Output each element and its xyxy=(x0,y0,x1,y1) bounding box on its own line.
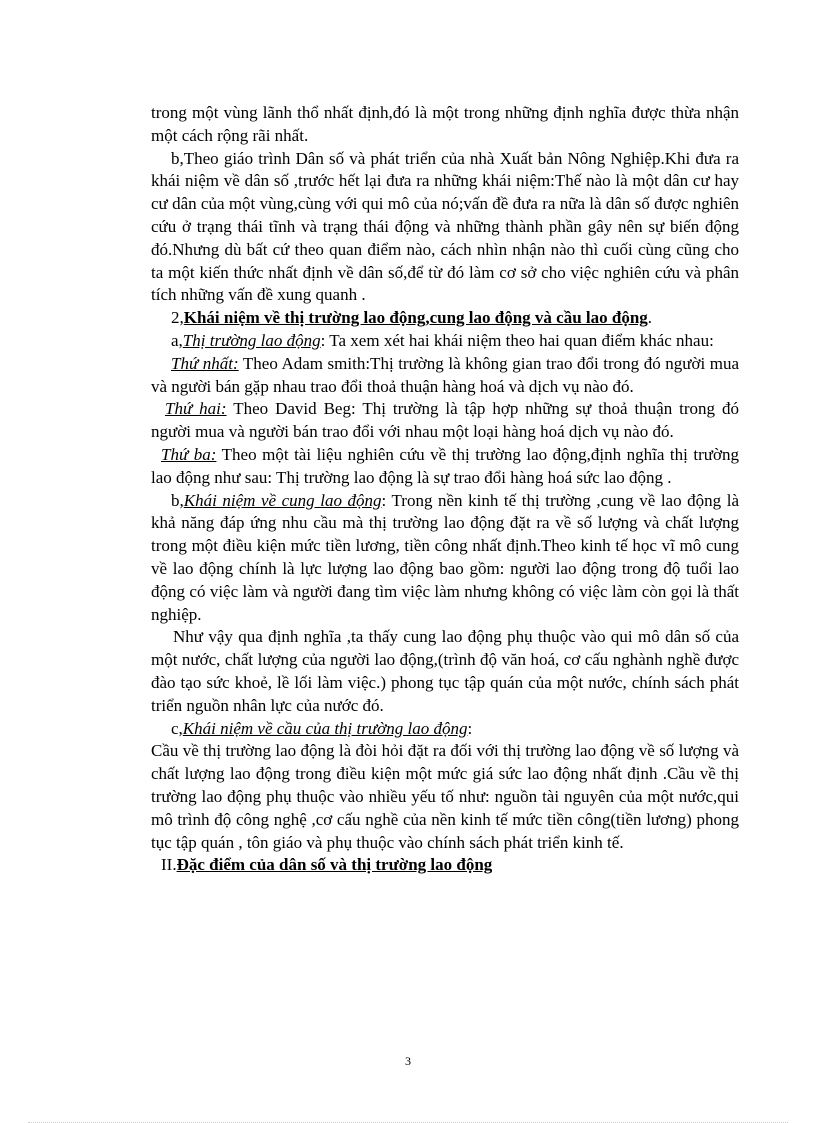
paragraph-continuation: trong một vùng lãnh thổ nhất định,đó là một trong những định nghĩa được thừa nhận một cách rộng rãi nhất. xyxy=(151,103,739,145)
section-ii-prefix: II. xyxy=(161,855,177,875)
heading-2-text: Khái niệm về thị trường lao động,cung lao động và cầu lao động xyxy=(183,308,648,328)
paragraph-labor-demand: Cầu về thị trường lao động là đòi hỏi đặt ra đối với thị trường lao động về số lượng và chất lượng lao động trong điều kiện một mức giá sức lao động nhất định .Cầu về thị trường lao động phụ thuộc vào nhiều yếu tố như: nguồn tài nguyên của một nước,qui mô trình độ công nghệ ,cơ cấu nghề của nền kinh tế mức tiền công(tiền lương) phong tục tập quán , tôn giáo và phụ thuộc vào chính sách phát triển kinh tế. xyxy=(151,741,739,852)
paragraph-b-labor-supply xyxy=(151,490,739,627)
heading-2-prefix: 2, xyxy=(171,308,184,328)
third-text: Theo một tài liệu nghiên cứu về thị trường lao động,định nghĩa thị trường lao động như sau: Thị trường lao động là sự trao đổi hàng hoá sức lao động . xyxy=(151,444,739,487)
paragraph-a-labor-market xyxy=(151,330,739,353)
a-text: : Ta xem xét hai khái niệm theo hai quan điểm khác nhau: xyxy=(320,330,714,350)
heading-2-suffix: . xyxy=(647,308,653,328)
first-text: Theo Adam smith:Thị trường là không gian trao đổi trong đó người mua và người bán gặp nhau trao đổi thoả thuận hàng hoá và dịch vụ nào đó. xyxy=(151,353,739,396)
paragraph-b-population: b,Theo giáo trình Dân số và phát triển của nhà Xuất bản Nông Nghiệp.Khi đưa ra khái niệm về dân số ,trước hết lại đưa ra những khái niệm:Thế nào là một dân cư hay cư dân của một vùng,cùng với qui mô của nó;vấn đề đưa ra nữa là dân số được nghiên cứu ở trạng thái tĩnh và trạng thái động và những thành phần gây nên sự biến động đó.Nhưng dù bất cứ theo quan điểm nào, cách nhìn nhận nào thì cuối cùng cũng cho ta một kiến thức nhất định về dân số,để từ đó làm cơ sở cho việc nghiên cứu và phân tích những vấn đề xung quanh . xyxy=(151,148,739,305)
b-term: Khái niệm về cung lao động xyxy=(183,490,382,510)
c-term: Khái niệm về cầu của thị trường lao động xyxy=(182,718,468,738)
third-term: Thứ ba: xyxy=(161,444,217,464)
paragraph-c-heading xyxy=(151,718,739,741)
b-text: : Trong nền kinh tế thị trường ,cung về lao động là khả năng đáp ứng nhu cầu mà thị trường lao động đặt ra về số lượng và chất lượng trong một điều kiện mức tiền lương, tiền công nhất định.Theo kinh tế học vĩ mô cung về lao động chính là lực lượng lao động bao gồm: người lao động trong độ tuổi lao động có việc làm và người đang tìm việc làm nhưng không có việc làm còn gọi là thất nghiệp. xyxy=(151,490,739,624)
paragraph-second-view xyxy=(151,398,739,444)
heading-section-2 xyxy=(151,307,739,330)
a-term: Thị trường lao động xyxy=(182,330,321,350)
paragraph-third-view xyxy=(151,444,739,490)
page-number: 3 xyxy=(405,1054,411,1068)
paragraph-supply-factors: Như vậy qua định nghĩa ,ta thấy cung lao động phụ thuộc vào qui mô dân số của một nước, chất lượng của người lao động,(trình độ văn hoá, cơ cấu nghành nghề được đào tạo sức khoẻ, lề lối làm việc.) phong tục tập quán của một nước, chính sách phát triển nguồn nhân lực của nước đó. xyxy=(151,627,739,715)
page-content xyxy=(151,102,739,877)
first-term: Thứ nhất: xyxy=(171,353,239,373)
heading-section-ii xyxy=(151,854,739,877)
a-prefix: a, xyxy=(171,330,183,350)
b-prefix: b, xyxy=(171,490,184,510)
second-text: Theo David Beg: Thị trường là tập hợp những sự thoả thuận trong đó người mua và người bán trao đổi với nhau một loại hàng hoá dịch vụ nào đó. xyxy=(151,399,739,442)
c-suffix: : xyxy=(467,718,473,738)
second-term: Thứ hai: xyxy=(165,399,227,419)
section-ii-text: Đặc điểm của dân số và thị trường lao động xyxy=(176,855,493,875)
paragraph-first-view xyxy=(151,353,739,399)
c-prefix: c, xyxy=(171,718,183,738)
